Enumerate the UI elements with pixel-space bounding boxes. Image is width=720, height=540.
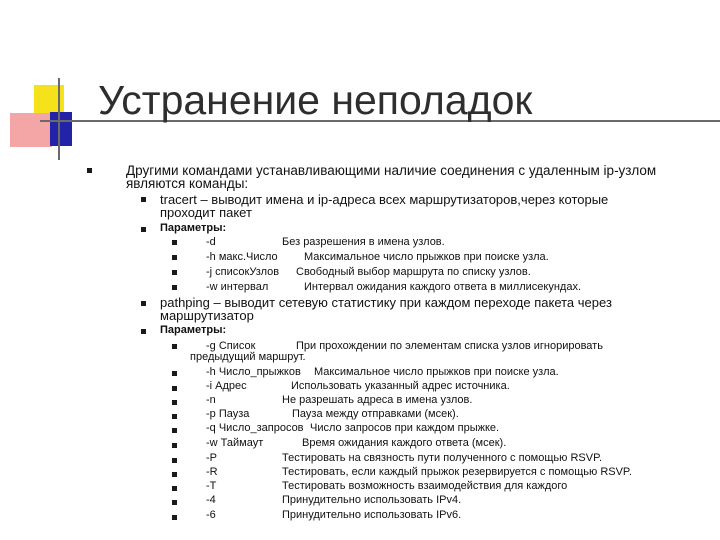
param-command: -p Пауза — [206, 408, 250, 420]
param-command: -i Адрес — [206, 380, 247, 392]
param-description: Максимальное число прыжков при поиске узла. — [314, 366, 559, 378]
param-description: Интервал ожидания каждого ответа в миллисекундах. — [304, 281, 582, 293]
param-command: -w интервал — [206, 281, 269, 293]
param-description: Тестировать возможность взаимодействия для каждого — [282, 480, 568, 492]
decor-blue-square — [50, 112, 72, 146]
param-description-continued: предыдущий маршрут. — [190, 351, 306, 363]
param-command: -R — [206, 466, 218, 478]
bullet-icon — [172, 458, 177, 463]
bullet-icon — [172, 270, 177, 275]
param-description: Принудительно использовать IPv4. — [282, 494, 462, 506]
bullet-icon — [172, 255, 177, 260]
param-description: Тестировать, если каждый прыжок резервируется с помощью RSVP. — [282, 466, 632, 478]
param-description: Без разрешения в имена узлов. — [282, 236, 445, 248]
param-description: Тестировать на связность пути полученного с помощью RSVP. — [282, 452, 603, 464]
bullet-icon — [172, 428, 177, 433]
decor-vertical-line — [58, 78, 60, 160]
pathping-line-2: маршрутизатор — [160, 308, 254, 323]
bullet-icon — [172, 472, 177, 477]
bullet-icon — [141, 197, 146, 202]
intro-line-2: являются команды: — [126, 176, 249, 191]
pathping-params-label: Параметры: — [160, 324, 227, 336]
param-command: -h макс.Число — [206, 251, 278, 263]
bullet-icon — [172, 386, 177, 391]
param-description: Максимальное число прыжков при поиске узла. — [304, 251, 549, 263]
param-command: -q Число_запросов — [206, 422, 304, 434]
param-command: -n — [206, 394, 216, 406]
param-command: -P — [206, 452, 217, 464]
bullet-icon — [172, 500, 177, 505]
bullet-icon — [172, 371, 177, 376]
bullet-icon — [141, 301, 146, 306]
param-description: При прохождении по элементам списка узлов игнорировать — [296, 340, 603, 352]
param-description: Не разрешать адреса в имена узлов. — [282, 394, 473, 406]
slide-title: Устранение неполадок — [98, 77, 533, 123]
intro-line-1: Другими командами устанавливающими наличие соединения с удаленным ip-узлом — [126, 163, 657, 178]
bullet-icon — [172, 400, 177, 405]
param-description: Принудительно использовать IPv6. — [282, 509, 462, 521]
bullet-icon — [141, 329, 146, 334]
bullet-icon — [141, 227, 146, 232]
tracert-params-label: Параметры: — [160, 222, 227, 234]
param-command: -w Таймаут — [206, 437, 264, 449]
pathping-line-1: pathping – выводит сетевую статистику при каждом переходе пакета через — [160, 295, 612, 310]
param-command: -6 — [206, 509, 216, 521]
param-command: -T — [206, 480, 217, 492]
param-command: -d — [206, 236, 216, 248]
bullet-icon — [172, 285, 177, 290]
bullet-icon — [172, 240, 177, 245]
param-description: Использовать указанный адрес источника. — [291, 380, 510, 392]
param-command: -4 — [206, 494, 216, 506]
bullet-icon — [172, 443, 177, 448]
param-description: Число запросов при каждом прыжке. — [310, 422, 500, 434]
param-description: Время ожидания каждого ответа (мсек). — [302, 437, 507, 449]
param-description: Свободный выбор маршрута по списку узлов. — [296, 266, 531, 278]
param-command: -j списокУзлов — [206, 266, 280, 278]
bullet-icon — [172, 414, 177, 419]
param-description: Пауза между отправками (мсек). — [292, 408, 459, 420]
bullet-icon — [172, 486, 177, 491]
param-command: -g Список — [206, 340, 256, 352]
tracert-line-1: tracert – выводит имена и ip-адреса всех маршрутизаторов,через которые — [160, 192, 609, 207]
decor-red-square — [10, 113, 52, 147]
param-command: -h Число_прыжков — [206, 366, 301, 378]
bullet-icon — [87, 168, 92, 173]
tracert-line-2: проходит пакет — [160, 205, 252, 220]
bullet-icon — [172, 515, 177, 520]
bullet-icon — [172, 344, 177, 349]
